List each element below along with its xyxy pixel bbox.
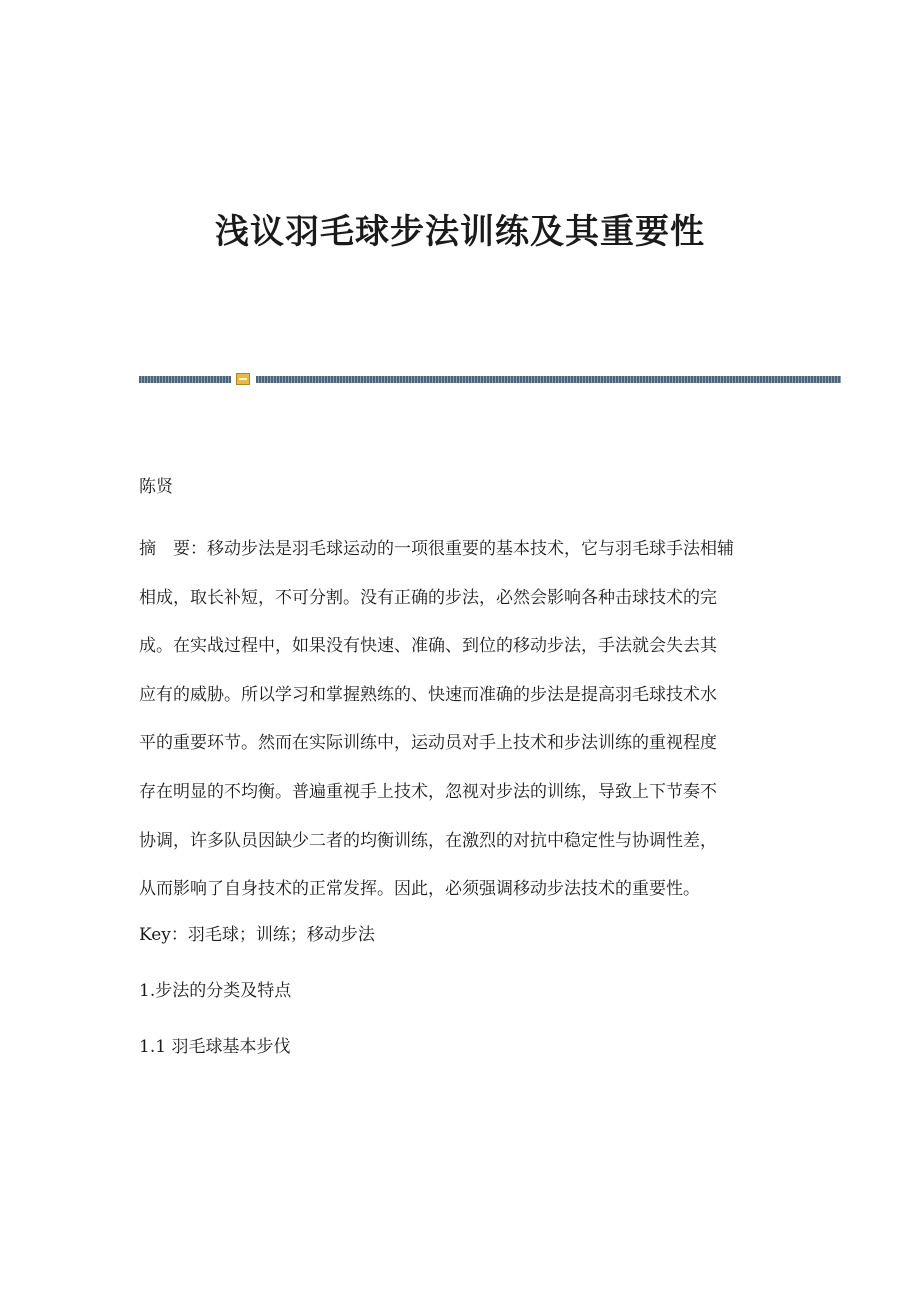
divider-emblem-icon xyxy=(236,373,250,385)
keywords-line: Key：羽毛球；训练；移动步法 xyxy=(139,925,375,945)
divider-bar-right xyxy=(256,376,841,383)
abstract-paragraph xyxy=(139,525,789,914)
abstract-line: 相成，取长补短，不可分割。没有正确的步法，必然会影响各种击球技术的完 xyxy=(139,587,717,608)
abstract-line: 应有的威胁。所以学习和掌握熟练的、快速而准确的步法是提高羽毛球技术水 xyxy=(139,684,717,705)
abstract-line: 存在明显的不均衡。普遍重视手上技术，忽视对步法的训练，导致上下节奏不 xyxy=(139,781,717,802)
title-divider xyxy=(139,373,841,385)
document-title: 浅议羽毛球步法训练及其重要性 xyxy=(215,212,705,252)
section-heading-1-1: 1.1 羽毛球基本步伐 xyxy=(139,1037,291,1057)
abstract-line: 摘 要：移动步法是羽毛球运动的一项很重要的基本技术，它与羽毛球手法相辅 xyxy=(139,539,734,559)
abstract-line: 平的重要环节。然而在实际训练中，运动员对手上技术和步法训练的重视程度 xyxy=(139,733,717,754)
abstract-line: 协调，许多队员因缺少二者的均衡训练，在激烈的对抗中稳定性与协调性差， xyxy=(139,830,717,851)
abstract-line: 成。在实战过程中，如果没有快速、准确、到位的移动步法，手法就会失去其 xyxy=(139,636,717,657)
divider-bar-left xyxy=(139,376,231,383)
abstract-line: 从而影响了自身技术的正常发挥。因此，必须强调移动步法技术的重要性。 xyxy=(139,879,700,900)
section-heading-1: 1.步法的分类及特点 xyxy=(139,981,292,1001)
author-name: 陈贤 xyxy=(139,477,173,497)
